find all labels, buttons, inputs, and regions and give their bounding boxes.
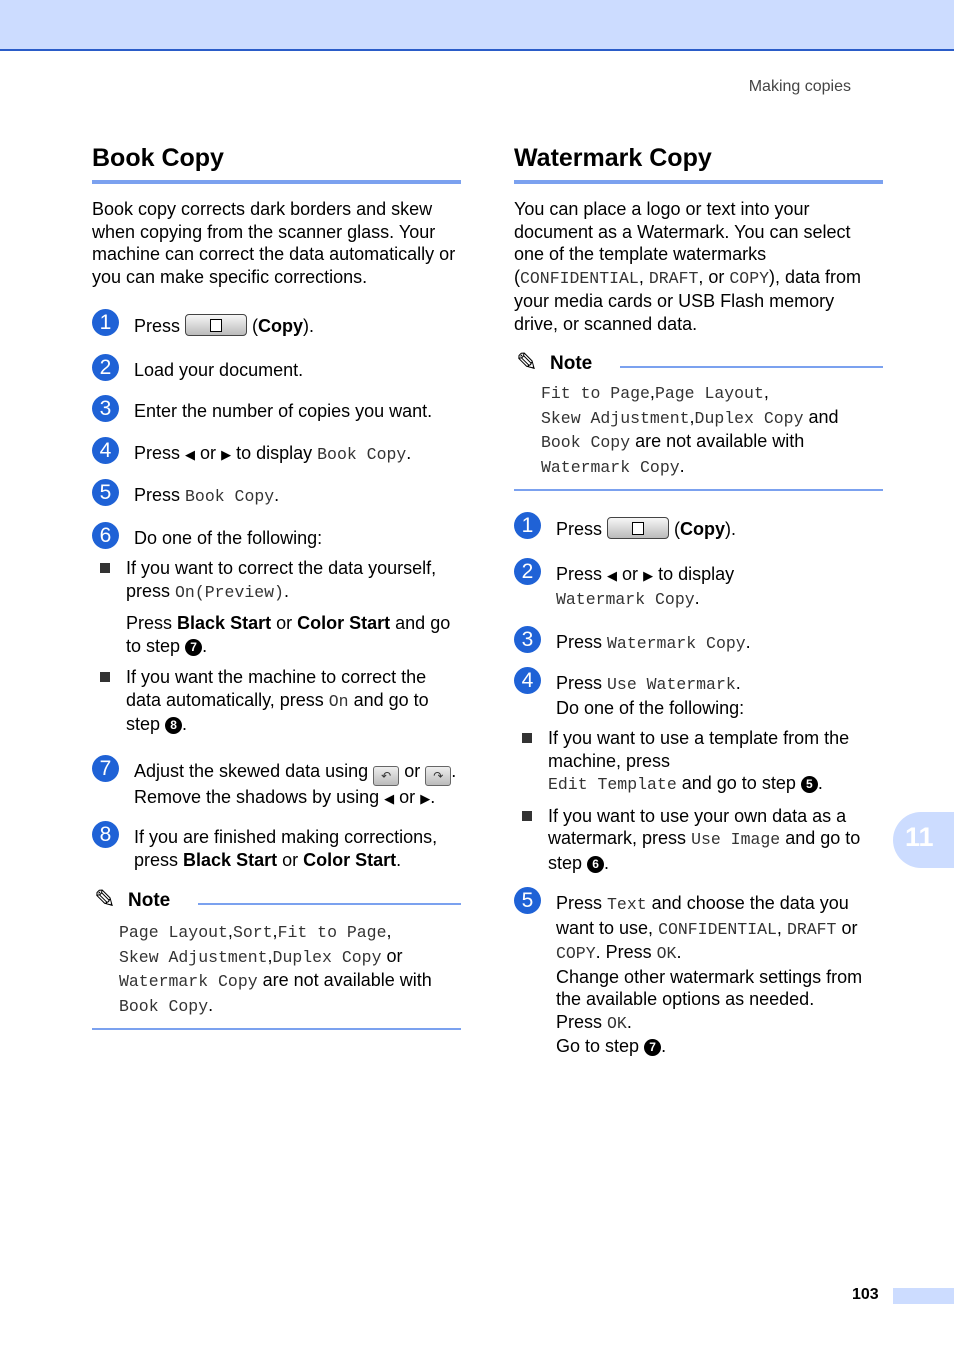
step-number: 5 [514,887,541,914]
top-band [0,0,954,51]
note-title: Note [550,353,593,374]
bullet-subparagraph: Press Black Start or Color Start and go to step 7 . [126,613,451,656]
step-reference: 5 [801,776,818,793]
step-8: 8 If you are finished making corrections, press Black Start or Color Start. [92,826,461,871]
step-5: 5 Press Book Copy. [92,484,461,509]
running-header: Making copies [748,78,851,95]
rotate-left-button-icon: ↶ [373,766,399,786]
note-end-rule [514,489,883,491]
note-rule [620,366,883,368]
step-number: 3 [92,395,119,422]
note-pencil-icon: ✎ [516,347,538,377]
copy-button-icon [607,517,669,539]
right-arrow-icon: ▶ [643,567,654,583]
step-number: 6 [92,522,119,549]
left-arrow-icon: ◀ [607,567,618,583]
step-2: 2 Load your document. [92,359,461,382]
intro-paragraph: You can place a logo or text into your document as a Watermark. You can select one of the template watermarks (CONFIDENTIAL, DRAFT, or COPY), data from your media cards or USB Flash memory drive, or scanned data. [514,199,862,334]
step-4: 4 Press ◀ or ▶ to display Book Copy. [92,442,461,467]
note-pencil-icon: ✎ [94,884,116,914]
step-reference: 8 [165,717,182,734]
step-reference: 7 [644,1039,661,1056]
step-number: 5 [92,479,119,506]
left-arrow-icon: ◀ [384,790,395,806]
bullet-square-icon [522,811,532,821]
note-box [514,349,883,491]
note-end-rule [92,1028,461,1030]
step-1: 1 Press (Copy). [92,314,461,338]
step-number: 1 [92,309,119,336]
step-3: 3 Enter the number of copies you want. [92,400,461,423]
step-4: 4 Press Use Watermark. Do one of the following: [514,672,883,719]
step-reference: 7 [185,639,202,656]
step-number: 4 [514,667,541,694]
step-number: 1 [514,512,541,539]
right-arrow-icon: ▶ [420,790,431,806]
intro-paragraph: Book copy corrects dark borders and skew when copying from the scanner glass. Your machine can correct the data automatically or you can make specific corrections. [92,199,456,287]
book-copy-section [92,142,461,1030]
rotate-right-button-icon: ↷ [425,766,451,786]
page-number: 103 [852,1286,879,1303]
bullet-square-icon [100,672,110,682]
step-7: 7 Adjust the skewed data using ↶ or ↷ . Remove the shadows by using ◀ or ▶. [92,760,461,811]
note-box [92,886,461,1030]
chapter-tab: 11 [893,812,954,868]
left-arrow-icon: ◀ [185,446,196,462]
bullet-item: If you want to correct the data yourself, press On(Preview). [100,557,461,604]
step-5: 5 Press Text and choose the data you want to use, CONFIDENTIAL, DRAFT or COPY. Press OK. Change other watermark settings from the available options as needed. Press OK. Go to step 7 . [514,892,883,1058]
section-title: Watermark Copy [514,142,883,184]
note-text: Fit to Page,Page Layout, Skew Adjustment,Duplex Copy and Book Copy are not available with Watermark Copy. [541,382,839,477]
bullet-item: If you want the machine to correct the data automatically, press On and go to step 8 . [100,666,461,736]
bullet-item: If you want to use your own data as a watermark, press Use Image and go to step 6 . [522,805,883,875]
bullet-item: If you want to use a template from the machine, press Edit Template and go to step 5 . [522,727,883,797]
step-number: 3 [514,626,541,653]
step-number: 8 [92,821,119,848]
step-number: 2 [514,558,541,585]
step-2: 2 Press ◀ or ▶ to display Watermark Copy. [514,563,883,612]
step-3: 3 Press Watermark Copy. [514,631,883,656]
step-reference: 6 [587,856,604,873]
step-6: 6 Do one of the following: [92,527,461,550]
note-rule [198,903,461,905]
bullet-square-icon [522,733,532,743]
step-1: 1 Press (Copy). [514,517,883,541]
right-arrow-icon: ▶ [221,446,232,462]
step-number: 7 [92,755,119,782]
page-number-bar [893,1288,954,1304]
note-text: Page Layout,Sort,Fit to Page, Skew Adjustment,Duplex Copy or Watermark Copy are not available with Book Copy. [119,921,432,1016]
watermark-copy-section [514,142,883,1058]
step-number: 2 [92,354,119,381]
note-title: Note [128,890,171,911]
step-number: 4 [92,437,119,464]
copy-button-icon [185,314,247,336]
bullet-square-icon [100,563,110,573]
section-title: Book Copy [92,142,461,184]
